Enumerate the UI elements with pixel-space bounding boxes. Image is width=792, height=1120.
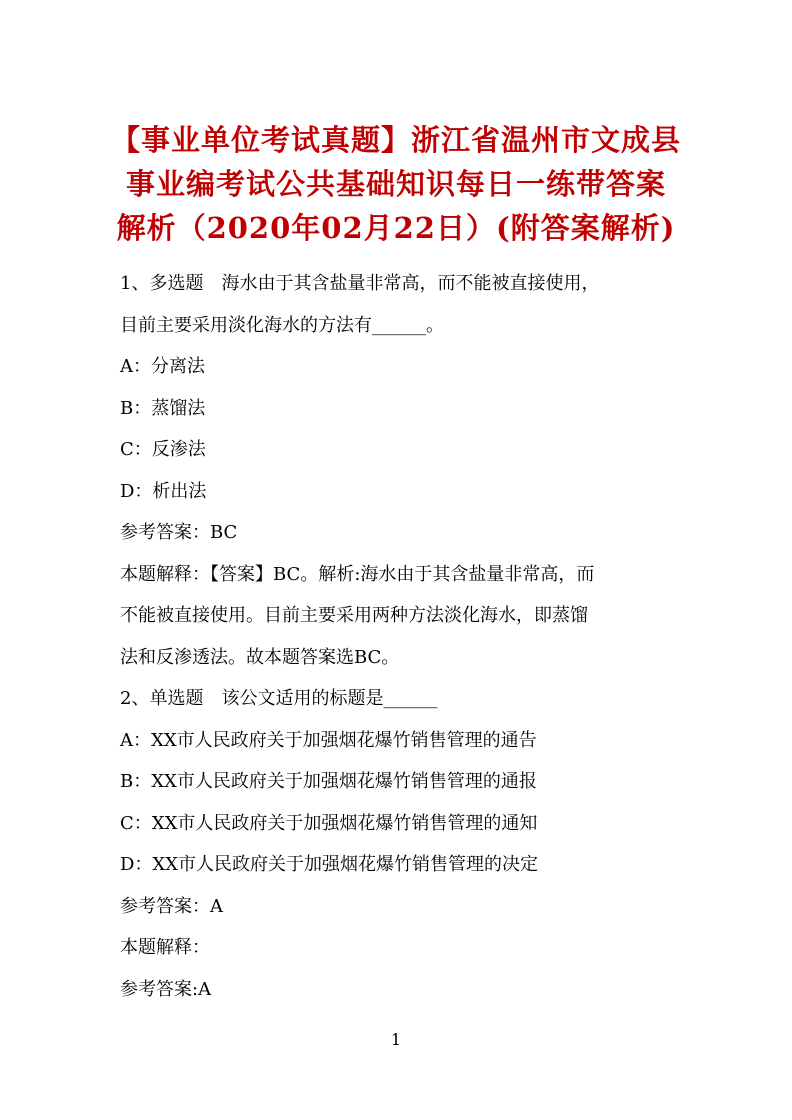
document-title — [100, 118, 692, 250]
q2-option-d: D：XX市人民政府关于加强烟花爆竹销售管理的决定 — [120, 854, 539, 875]
q1-stem-line-1: 1、多选题 海水由于其含盐量非常高，而不能被直接使用， — [120, 273, 600, 294]
title-line-1: 【事业单位考试真题】浙江省温州市文成县 — [110, 123, 681, 157]
title-line-3: 解析（2020年02月22日）(附答案解析) — [116, 211, 676, 245]
q1-option-a: A：分离法 — [120, 356, 205, 377]
q1-explain-line-2: 不能被直接使用。目前主要采用两种方法淡化海水，即蒸馏 — [120, 605, 588, 626]
q2-explain: 本题解释： — [120, 937, 210, 958]
q1-option-b: B：蒸馏法 — [120, 398, 206, 419]
q2-stem: 2、单选题 该公文适用的标题是______ — [120, 688, 438, 709]
title-line-2: 事业编考试公共基础知识每日一练带答案 — [125, 167, 666, 201]
q1-explain-line-1: 本题解释：【答案】BC。解析:海水由于其含盐量非常高，而 — [120, 564, 595, 585]
q2-answer: 参考答案：A — [120, 896, 223, 917]
q2-answer-repeat: 参考答案:A — [120, 979, 212, 1000]
q2-option-a: A：XX市人民政府关于加强烟花爆竹销售管理的通告 — [120, 730, 537, 751]
q1-option-c: C：反渗法 — [120, 439, 206, 460]
q1-explain-line-3: 法和反渗透法。故本题答案选BC。 — [120, 647, 400, 668]
page-number: 1 — [390, 1030, 402, 1049]
q1-stem-line-2: 目前主要采用淡化海水的方法有______。 — [120, 315, 444, 336]
q2-option-b: B：XX市人民政府关于加强烟花爆竹销售管理的通报 — [120, 771, 537, 792]
q1-option-d: D：析出法 — [120, 481, 207, 502]
q2-option-c: C：XX市人民政府关于加强烟花爆竹销售管理的通知 — [120, 813, 538, 834]
q1-answer: 参考答案：BC — [120, 522, 238, 543]
